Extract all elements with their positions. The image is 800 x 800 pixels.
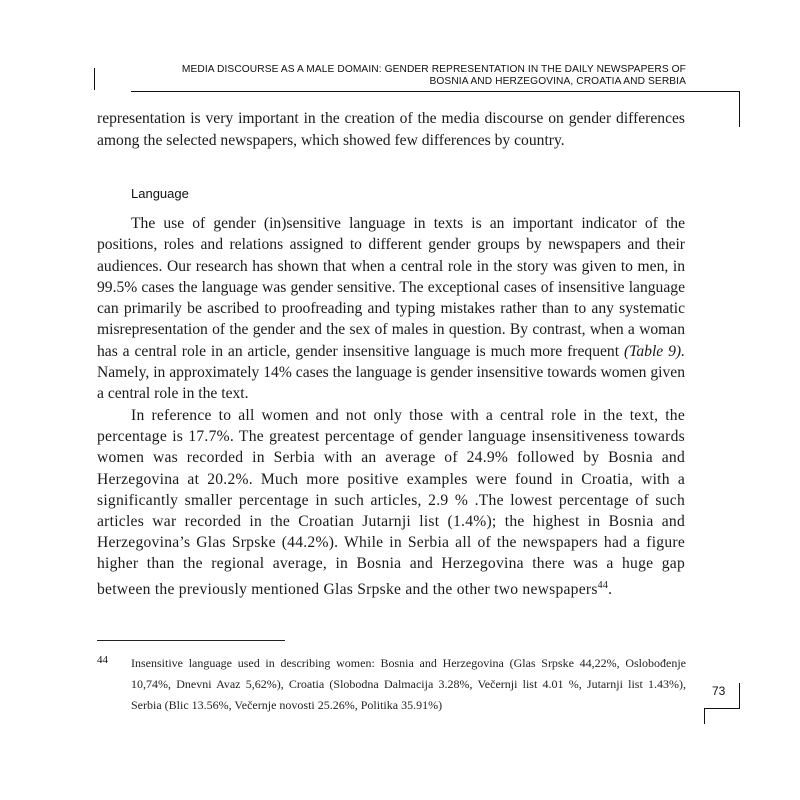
footer-bottom-rule (704, 708, 740, 709)
footnote-rule (97, 640, 285, 641)
running-header-line-1: MEDIA DISCOURSE AS A MALE DOMAIN: GENDER REPRESENTATION IN THE DAILY NEWSPAPERS OF (181, 64, 686, 75)
paragraph-percentages (97, 405, 685, 600)
paragraph-percentages-text: In reference to all women and not only those with a central role in the text, the percentage is 17.7%. The greatest percentage of gender language insensitiveness towards women was recorded in Serbia with an average of 24.9% followed by Bosnia and Herzegovina at 20.2%. Much more positive examples were found in Croatia, with a significantly smaller percentage in such articles, 2.9 % .The lowest percentage of such articles war recorded in the Croatian Jutarnji list (1.4%); the highest in Bosnia and Herzegovina’s Glas Srpske (44.2%). While in Serbia all of the newspapers had a figure higher than the regional average, in Bosnia and Herzegovina there was a huge gap between the previously mentioned Glas Srpske and the other two newspapers (97, 407, 685, 598)
paragraph-language-text: The use of gender (in)sensitive language in texts is an important indicator of the positions, roles and relations assigned to different gender groups by newspapers and their audiences. Our research has shown that when a central role in the story was given to men, in 99.5% cases the language was gender sensitive. The exceptional cases of insensitive language can primarily be ascribed to proofreading and typing mistakes rather than to any systematic misrepresentation of the gender and the sex of males in question. By contrast, when a woman has a central role in an article, gender insensitive language is much more frequent (97, 215, 685, 360)
paragraph-continued: representation is very important in the creation of the media discourse on gender differences among the selected newspapers, which showed few differences by country. (97, 110, 685, 149)
footnote-number: 44 (97, 654, 108, 666)
running-header (131, 64, 686, 88)
section-heading: Language (131, 186, 189, 201)
running-header-line-2: BOSNIA AND HERZEGOVINA, CROATIA AND SERBIA (429, 76, 686, 87)
footnote-reference: 44 (597, 579, 609, 591)
footer-left-rule (704, 708, 705, 724)
page-number: 73 (712, 684, 726, 698)
footnote-text: Insensitive language used in describing women: Bosnia and Herzegovina (Glas Srpske 44,22%, Oslobođenje 10,74%, Dnevni Avaz 5,62%), Croatia (Slobodna Dalmacija 3.28%, Večernji list 4.01 %, Jutarnji list 1.43%), Serbia (Blic 13.56%, Večernje novosti 25.26%, Politika 35.91%) (131, 656, 686, 712)
paragraph-percentages-end: . (608, 580, 613, 598)
paragraph-language (97, 213, 685, 405)
paragraph-language-text-end: Namely, in approximately 14% cases the language is gender insensitive towards women given a central role in the text. (97, 364, 685, 403)
table-reference: (Table 9). (623, 342, 685, 360)
header-left-rule (94, 68, 95, 90)
footer-right-rule (739, 683, 740, 708)
header-bottom-rule (131, 91, 740, 92)
header-right-rule (739, 91, 740, 127)
